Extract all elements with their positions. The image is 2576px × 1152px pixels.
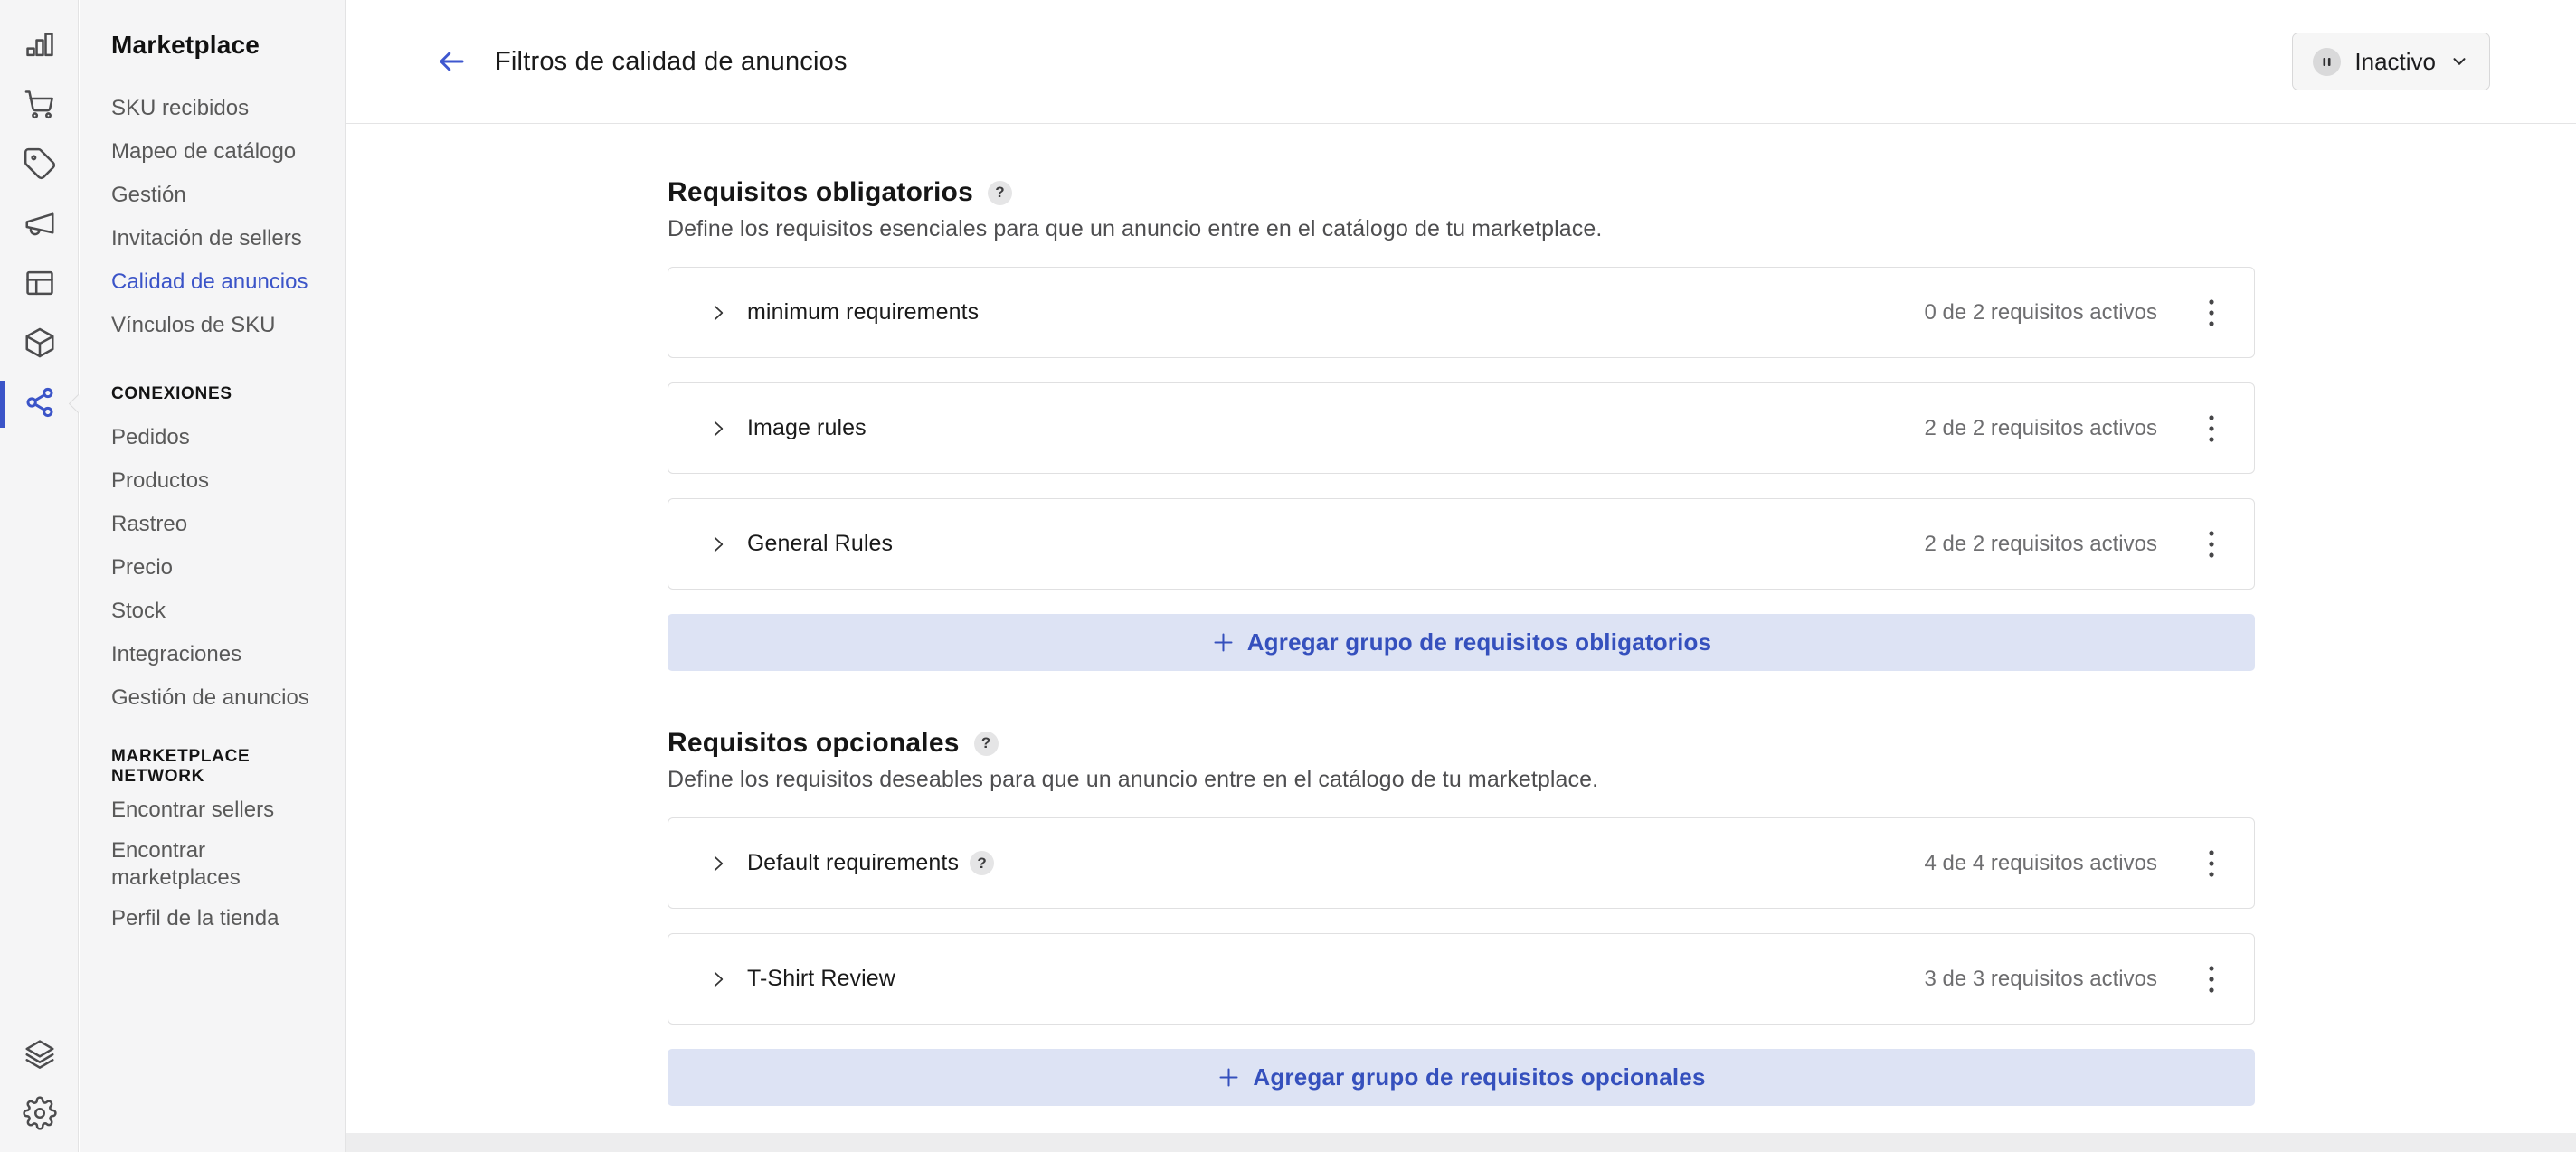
sidebar-item-encontrar-sellers[interactable]: Encontrar sellers (111, 798, 275, 822)
group-status: 0 de 2 requisitos activos (1924, 299, 2157, 325)
rail-bottom-group (0, 1024, 79, 1143)
plus-icon (1211, 630, 1236, 655)
scroll-area-bottom-edge (346, 1133, 2576, 1152)
group-card-default-requirements[interactable] (668, 817, 2255, 909)
sidebar-section-conexiones: CONEXIONES (111, 384, 232, 403)
add-required-group-label: Agregar grupo de requisitos obligatorios (1246, 628, 1712, 656)
optional-requirements-section (668, 671, 2255, 1106)
sidebar-item-pedidos[interactable]: Pedidos (111, 425, 190, 449)
help-icon[interactable]: ? (970, 851, 994, 875)
sidebar-item-perfil-de-la-tienda[interactable]: Perfil de la tienda (111, 906, 279, 930)
section-description: Define los requisitos esenciales para que un anuncio entre en el catálogo de tu marketplace. (668, 216, 1603, 241)
page-title: Filtros de calidad de anuncios (495, 46, 848, 76)
help-icon[interactable]: ? (988, 181, 1012, 205)
group-status: 2 de 2 requisitos activos (1924, 531, 2157, 556)
add-optional-group-button[interactable] (668, 1049, 2255, 1106)
section-title: Requisitos opcionales (668, 728, 960, 758)
group-card-general-rules[interactable] (668, 498, 2255, 590)
main-area (346, 0, 2576, 1152)
sidebar-nav (111, 87, 328, 940)
group-title: Default requirements (747, 850, 960, 875)
layout-icon[interactable] (0, 253, 79, 313)
shopping-cart-icon[interactable] (0, 74, 79, 134)
kebab-menu-icon[interactable] (2196, 844, 2227, 883)
sidebar-item-mapeo-de-catalogo[interactable]: Mapeo de catálogo (111, 139, 297, 164)
pause-icon (2313, 48, 2341, 76)
sidebar-item-gestion[interactable]: Gestión (111, 183, 186, 207)
section-description: Define los requisitos deseables para que un anuncio entre en el catálogo de tu marketplace. (668, 767, 1599, 792)
help-icon[interactable]: ? (974, 732, 999, 756)
kebab-menu-icon[interactable] (2196, 409, 2227, 449)
sidebar (80, 0, 346, 1152)
sidebar-title: Marketplace (111, 31, 260, 59)
group-card-t-shirt-review[interactable] (668, 933, 2255, 1025)
add-required-group-button[interactable] (668, 614, 2255, 671)
kebab-menu-icon[interactable] (2196, 293, 2227, 333)
add-optional-group-label: Agregar grupo de requisitos opcionales (1253, 1063, 1706, 1091)
kebab-menu-icon[interactable] (2196, 959, 2227, 999)
sidebar-item-stock[interactable]: Stock (111, 599, 166, 623)
section-title: Requisitos obligatorios (668, 177, 973, 207)
status-label: Inactivo (2354, 47, 2436, 75)
tag-icon[interactable] (0, 134, 79, 194)
page-header (346, 0, 2576, 124)
kebab-menu-icon[interactable] (2196, 524, 2227, 564)
share-connections-icon[interactable] (0, 373, 79, 432)
group-card-minimum-requirements[interactable] (668, 267, 2255, 358)
plus-icon (1217, 1065, 1241, 1090)
group-status: 2 de 2 requisitos activos (1924, 415, 2157, 440)
group-title: Image rules (747, 415, 867, 440)
sidebar-item-sku-recibidos[interactable]: SKU recibidos (111, 96, 250, 120)
content (668, 124, 2255, 1106)
sidebar-item-productos[interactable]: Productos (111, 468, 210, 493)
sidebar-item-precio[interactable]: Precio (111, 555, 174, 580)
group-card-image-rules[interactable] (668, 382, 2255, 474)
required-requirements-section (668, 124, 2255, 671)
back-arrow-icon[interactable] (433, 43, 469, 80)
group-title: T-Shirt Review (747, 966, 895, 991)
sidebar-item-encontrar-marketplaces[interactable]: Encontrar marketplaces (111, 838, 241, 890)
group-status: 3 de 3 requisitos activos (1924, 966, 2157, 991)
megaphone-icon[interactable] (0, 194, 79, 253)
package-icon[interactable] (0, 313, 79, 373)
chevron-right-icon[interactable] (706, 967, 731, 992)
sidebar-item-rastreo[interactable]: Rastreo (111, 512, 188, 536)
layers-icon[interactable] (0, 1024, 79, 1083)
sidebar-item-invitacion-de-sellers[interactable]: Invitación de sellers (111, 226, 302, 250)
group-status: 4 de 4 requisitos activos (1924, 850, 2157, 875)
chevron-right-icon[interactable] (706, 851, 731, 876)
sidebar-item-vinculos-de-sku[interactable]: Vínculos de SKU (111, 313, 276, 337)
group-title: General Rules (747, 531, 894, 556)
icon-rail (0, 0, 79, 1152)
sidebar-item-calidad-de-anuncios[interactable]: Calidad de anuncios (111, 269, 308, 294)
bar-chart-icon[interactable] (0, 14, 79, 74)
chevron-right-icon[interactable] (706, 416, 731, 441)
group-title: minimum requirements (747, 299, 980, 325)
status-dropdown-button[interactable] (2292, 33, 2490, 90)
gear-icon[interactable] (0, 1083, 79, 1143)
chevron-down-icon (2449, 52, 2469, 71)
sidebar-item-gestion-de-anuncios[interactable]: Gestión de anuncios (111, 685, 309, 710)
sidebar-section-marketplace-network: MARKETPLACE NETWORK (111, 747, 251, 786)
chevron-right-icon[interactable] (706, 532, 731, 557)
chevron-right-icon[interactable] (706, 300, 731, 326)
sidebar-item-integraciones[interactable]: Integraciones (111, 642, 242, 666)
